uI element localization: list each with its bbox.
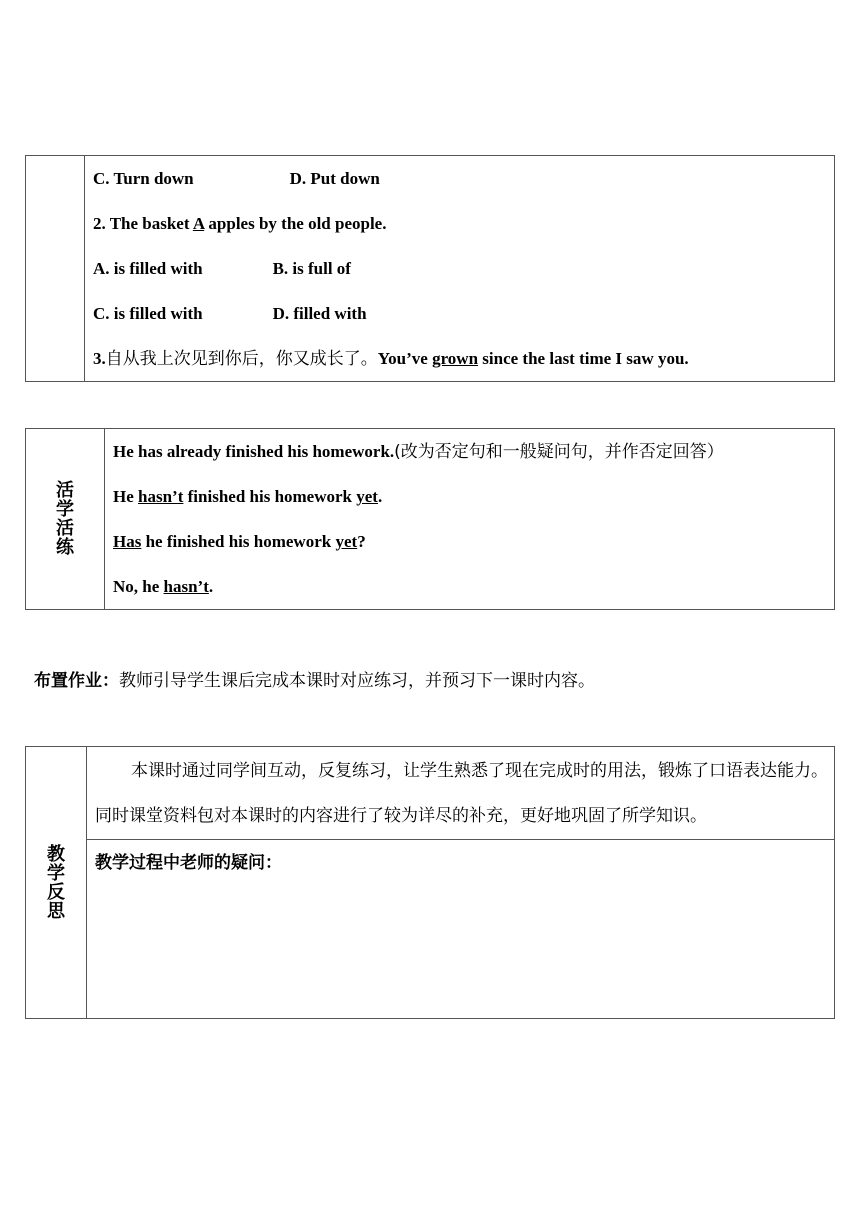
q2-options-cd: C. is filled with D. filled with (93, 304, 367, 323)
practice-side-label: 活 学 活 练 (26, 429, 105, 610)
q2-stem: 2. The basket A apples by the old people. (93, 214, 387, 233)
q3-answer: grown (432, 349, 479, 368)
q1-options-cd: C. Turn down D. Put down (93, 169, 380, 188)
exercise-content (85, 156, 835, 382)
reflection-paragraph: 本课时通过同学间互动，反复练习，让学生熟悉了现在完成时的用法，锻炼了口语表达能力。同时课堂资料包对本课时的内容进行了较为详尽的补充，更好地巩固了所学知识。 (95, 761, 828, 826)
exercise-side-cell (26, 156, 85, 382)
practice-line-3: Has he finished his homework yet? (113, 532, 366, 551)
q2-answer: A (192, 214, 205, 233)
q3-stem: 3.自从我上次见到你后，你又成长了。You’ve grown since the last time I saw you. (93, 349, 689, 369)
homework-line (34, 666, 595, 691)
practice-content (105, 429, 835, 610)
practice-line-4: No, he hasn’t. (113, 577, 214, 596)
practice-line-1: He has already finished his homework.(改为否定句和一般疑问句，并作否定回答） (113, 442, 724, 462)
reflection-summary-cell (87, 747, 835, 840)
teacher-questions-cell (87, 840, 835, 1019)
practice-line-2: He hasn’t finished his homework yet. (113, 487, 383, 506)
exercise-table (25, 155, 835, 382)
reflection-table (25, 746, 835, 1019)
homework-label: 布置作业： (34, 671, 119, 691)
homework-text: 教师引导学生课后完成本课时对应练习，并预习下一课时内容。 (119, 671, 595, 691)
reflection-side-label: 教 学 反 思 (26, 747, 87, 1019)
teacher-questions-label: 教学过程中老师的疑问： (95, 853, 282, 873)
q2-options-ab: A. is filled with B. is full of (93, 259, 351, 278)
practice-table (25, 428, 835, 610)
